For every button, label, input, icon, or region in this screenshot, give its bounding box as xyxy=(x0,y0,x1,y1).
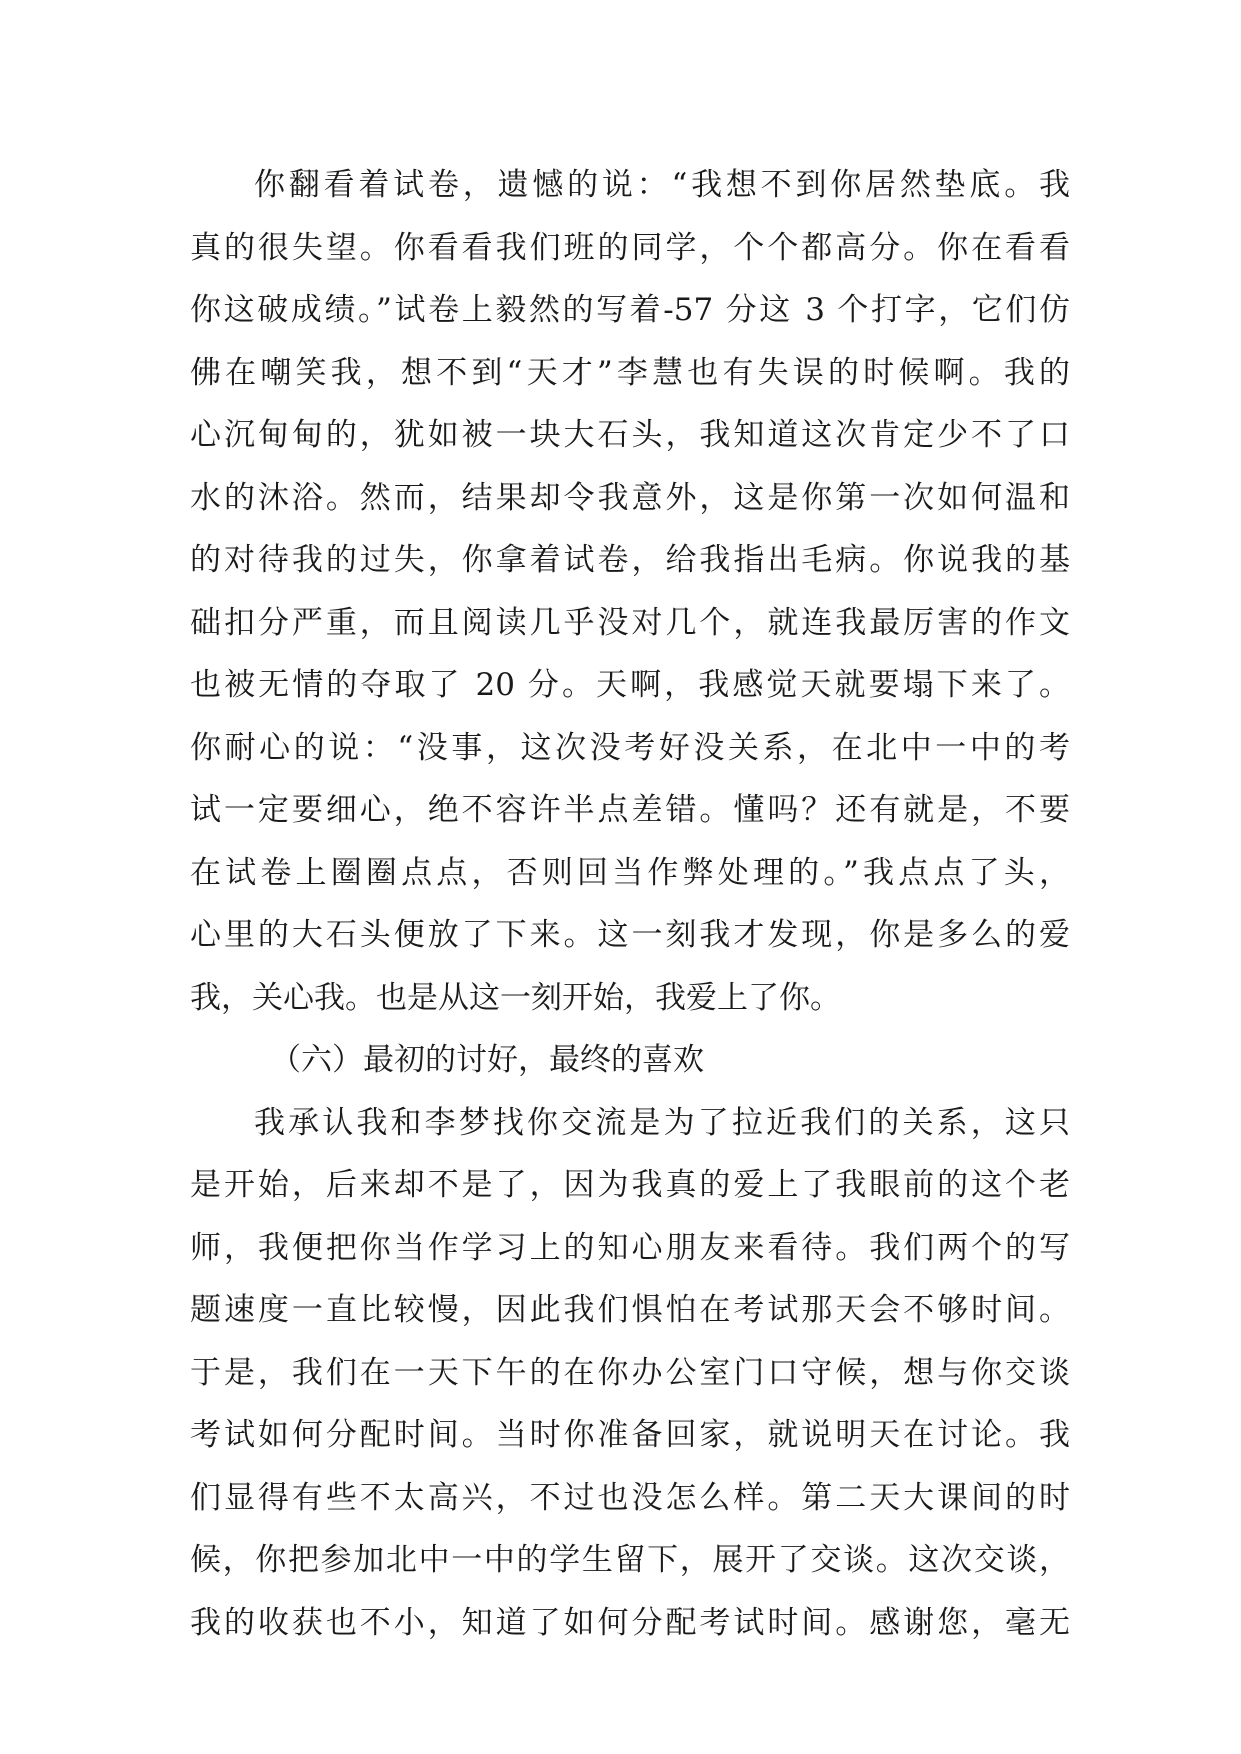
paragraph xyxy=(190,1092,1070,1655)
text-line: 心沉甸甸的，犹如被一块大石头，我知道这次肯定少不了口 xyxy=(190,417,1070,453)
text-line: 你翻看着试卷，遗憾的说：“我想不到你居然垫底。我 xyxy=(254,167,1070,203)
paragraph xyxy=(190,154,1070,1029)
text-line: 真的很失望。你看看我们班的同学，个个都高分。你在看看 xyxy=(190,229,1070,266)
text-line: 我，关心我。也是从这一刻开始，我爱上了你。 xyxy=(190,979,841,1016)
text-line: 你这破成绩。”试卷上毅然的写着-57 分这 3 个打字，它们仿 xyxy=(190,292,1070,328)
text-line: 水的沐浴。然而，结果却令我意外，这是你第一次如何温和 xyxy=(190,479,1070,516)
text-line: 佛在嘲笑我，想不到“天才”李慧也有失误的时候啊。我的 xyxy=(190,354,1070,391)
text-line: 们显得有些不太高兴，不过也没怎么样。第二天大课间的时 xyxy=(190,1479,1070,1516)
body-text xyxy=(190,154,1070,1654)
text-line: 师，我便把你当作学习上的知心朋友来看待。我们两个的写 xyxy=(190,1229,1070,1266)
text-line: 于是，我们在一天下午的在你办公室门口守候，想与你交谈 xyxy=(190,1354,1070,1391)
text-line: 我承认我和李梦找你交流是为了拉近我们的关系，这只 xyxy=(254,1104,1070,1141)
text-line: 也被无情的夺取了 20 分。天啊，我感觉天就要塌下来了。 xyxy=(190,667,1070,703)
section-heading: （六）最初的讨好，最终的喜欢 xyxy=(270,1042,704,1078)
text-line: 是开始，后来却不是了，因为我真的爱上了我眼前的这个老 xyxy=(190,1167,1070,1203)
text-line: 候，你把参加北中一中的学生留下，展开了交谈。这次交谈， xyxy=(190,1542,1070,1578)
text-line: 的对待我的过失，你拿着试卷，给我指出毛病。你说我的基 xyxy=(190,542,1070,578)
text-line: 题速度一直比较慢，因此我们惧怕在考试那天会不够时间。 xyxy=(190,1292,1070,1328)
text-line: 试一定要细心，绝不容许半点差错。懂吗？还有就是，不要 xyxy=(190,792,1070,828)
text-line: 础扣分严重，而且阅读几乎没对几个，就连我最厉害的作文 xyxy=(190,604,1070,641)
text-line: 考试如何分配时间。当时你准备回家，就说明天在讨论。我 xyxy=(190,1417,1070,1453)
text-line: 心里的大石头便放了下来。这一刻我才发现，你是多么的爱 xyxy=(190,917,1070,953)
text-line: 你耐心的说：“没事，这次没考好没关系，在北中一中的考 xyxy=(190,729,1070,766)
text-line: 我的收获也不小，知道了如何分配考试时间。感谢您，毫无 xyxy=(190,1604,1070,1641)
text-line: 在试卷上圈圈点点，否则回当作弊处理的。”我点点了头， xyxy=(190,854,1070,891)
